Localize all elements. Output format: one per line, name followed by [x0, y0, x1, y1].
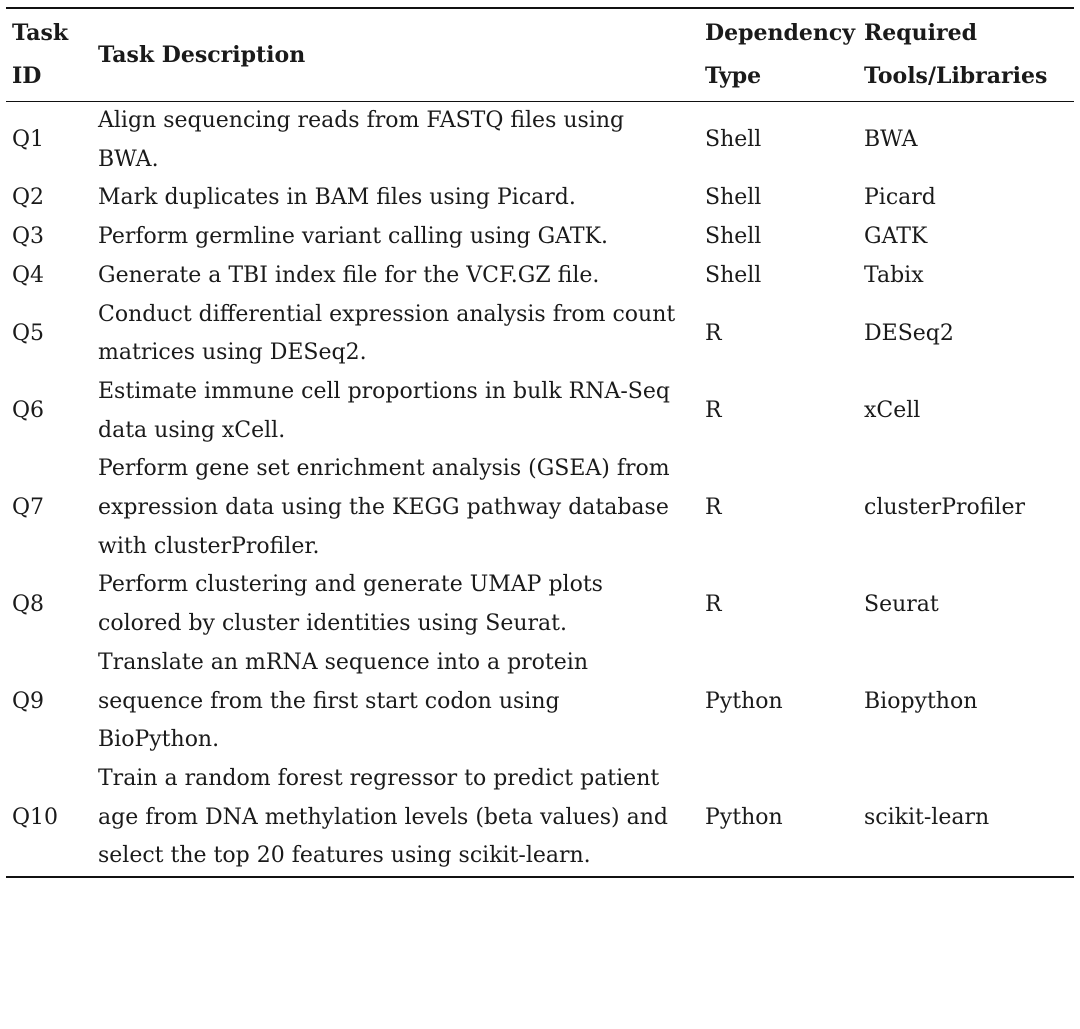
table-row	[6, 450, 1074, 566]
task-description-cell	[98, 373, 703, 450]
table-row	[6, 179, 1074, 218]
header-task-id-line2: ID	[12, 63, 42, 89]
task-description-line: Mark duplicates in BAM files using Picard.	[98, 185, 576, 211]
required-tools-cell: BWA	[864, 127, 918, 153]
header-tools-line1: Required	[864, 20, 977, 46]
task-id-cell: Q1	[12, 127, 45, 153]
required-tools-cell: Seurat	[864, 591, 939, 617]
task-id-cell: Q6	[12, 398, 45, 424]
table-row	[6, 566, 1074, 643]
task-description-cell	[98, 760, 703, 876]
task-description-cell	[98, 450, 703, 566]
task-description-line: Train a random forest regressor to predict patient	[98, 765, 660, 791]
task-description-line: Estimate immune cell proportions in bulk RNA-Seq	[98, 378, 670, 404]
task-description-line: Align sequencing reads from FASTQ files using	[98, 108, 625, 133]
table-row	[6, 102, 1074, 179]
header-required-tools	[861, 12, 1074, 98]
dependency-type-cell: Python	[705, 688, 783, 714]
header-task-description-label: Task Description	[98, 41, 306, 68]
task-description-cell	[98, 257, 703, 296]
task-description-line: Perform gene set enrichment analysis (GSEA) from	[98, 456, 670, 482]
task-id-cell: Q3	[12, 224, 45, 250]
task-description-line: BioPython.	[98, 727, 220, 753]
task-description-line: Translate an mRNA sequence into a protein	[98, 649, 588, 675]
required-tools-cell: Tabix	[864, 262, 924, 288]
task-description-line: expression data using the KEGG pathway database	[98, 495, 669, 521]
dependency-type-cell: Shell	[705, 262, 762, 288]
task-description-line: Perform clustering and generate UMAP plots	[98, 572, 603, 598]
table-row	[6, 760, 1074, 876]
task-id-cell: Q2	[12, 185, 45, 211]
task-description-line: with clusterProfiler.	[98, 533, 320, 559]
required-tools-cell: DESeq2	[864, 320, 954, 346]
table-row	[6, 218, 1074, 257]
dependency-type-cell: Python	[705, 804, 783, 830]
task-id-cell: Q4	[12, 262, 45, 288]
table-row	[6, 644, 1074, 760]
table-body	[6, 102, 1074, 876]
table-row	[6, 373, 1074, 450]
task-description-line: data using xCell.	[98, 417, 286, 443]
dependency-type-cell: Shell	[705, 185, 762, 211]
task-id-cell: Q7	[12, 495, 45, 521]
table-row	[6, 257, 1074, 296]
task-table	[6, 7, 1074, 878]
dependency-type-cell: Shell	[705, 127, 762, 153]
task-description-line: sequence from the first start codon using	[98, 688, 560, 714]
table-row	[6, 296, 1074, 373]
task-description-cell	[98, 566, 703, 643]
dependency-type-cell: Shell	[705, 224, 762, 250]
task-description-cell	[98, 179, 703, 218]
dependency-type-cell: R	[705, 591, 722, 617]
header-dependency-line1: Dependency	[705, 20, 856, 46]
required-tools-cell: xCell	[864, 398, 921, 424]
task-description-cell	[98, 644, 703, 760]
task-id-cell: Q10	[12, 804, 59, 830]
task-id-cell: Q8	[12, 591, 45, 617]
task-description-line: colored by cluster identities using Seurat.	[98, 611, 567, 637]
dependency-type-cell: R	[705, 495, 722, 521]
required-tools-cell: scikit-learn	[864, 804, 990, 830]
task-description-cell	[98, 296, 703, 373]
task-description-line: Perform germline variant calling using GATK.	[98, 224, 608, 250]
required-tools-cell: Biopython	[864, 688, 978, 714]
required-tools-cell: GATK	[864, 224, 928, 250]
task-description-line: age from DNA methylation levels (beta values) and	[98, 804, 668, 830]
task-id-cell: Q5	[12, 320, 45, 346]
task-description-line: matrices using DESeq2.	[98, 340, 367, 366]
task-description-cell	[98, 218, 703, 257]
task-id-cell: Q9	[12, 688, 45, 714]
required-tools-cell: Picard	[864, 185, 936, 211]
task-description-cell	[98, 102, 703, 179]
required-tools-cell: clusterProfiler	[864, 495, 1026, 521]
header-task-id	[6, 12, 98, 98]
header-dependency-line2: Type	[705, 63, 762, 89]
task-description-line: select the top 20 features using scikit-learn.	[98, 843, 591, 869]
header-dependency-type	[703, 12, 861, 98]
task-description-line: Generate a TBI index file for the VCF.GZ file.	[98, 262, 600, 288]
header-task-id-line1: Task	[12, 20, 69, 46]
dependency-type-cell: R	[705, 398, 722, 424]
header-task-description	[98, 34, 703, 77]
task-description-line: BWA.	[98, 146, 159, 172]
dependency-type-cell: R	[705, 320, 722, 346]
table-header	[6, 9, 1074, 102]
task-description-line: Conduct differential expression analysis from count	[98, 301, 676, 327]
header-tools-line2: Tools/Libraries	[864, 63, 1048, 89]
